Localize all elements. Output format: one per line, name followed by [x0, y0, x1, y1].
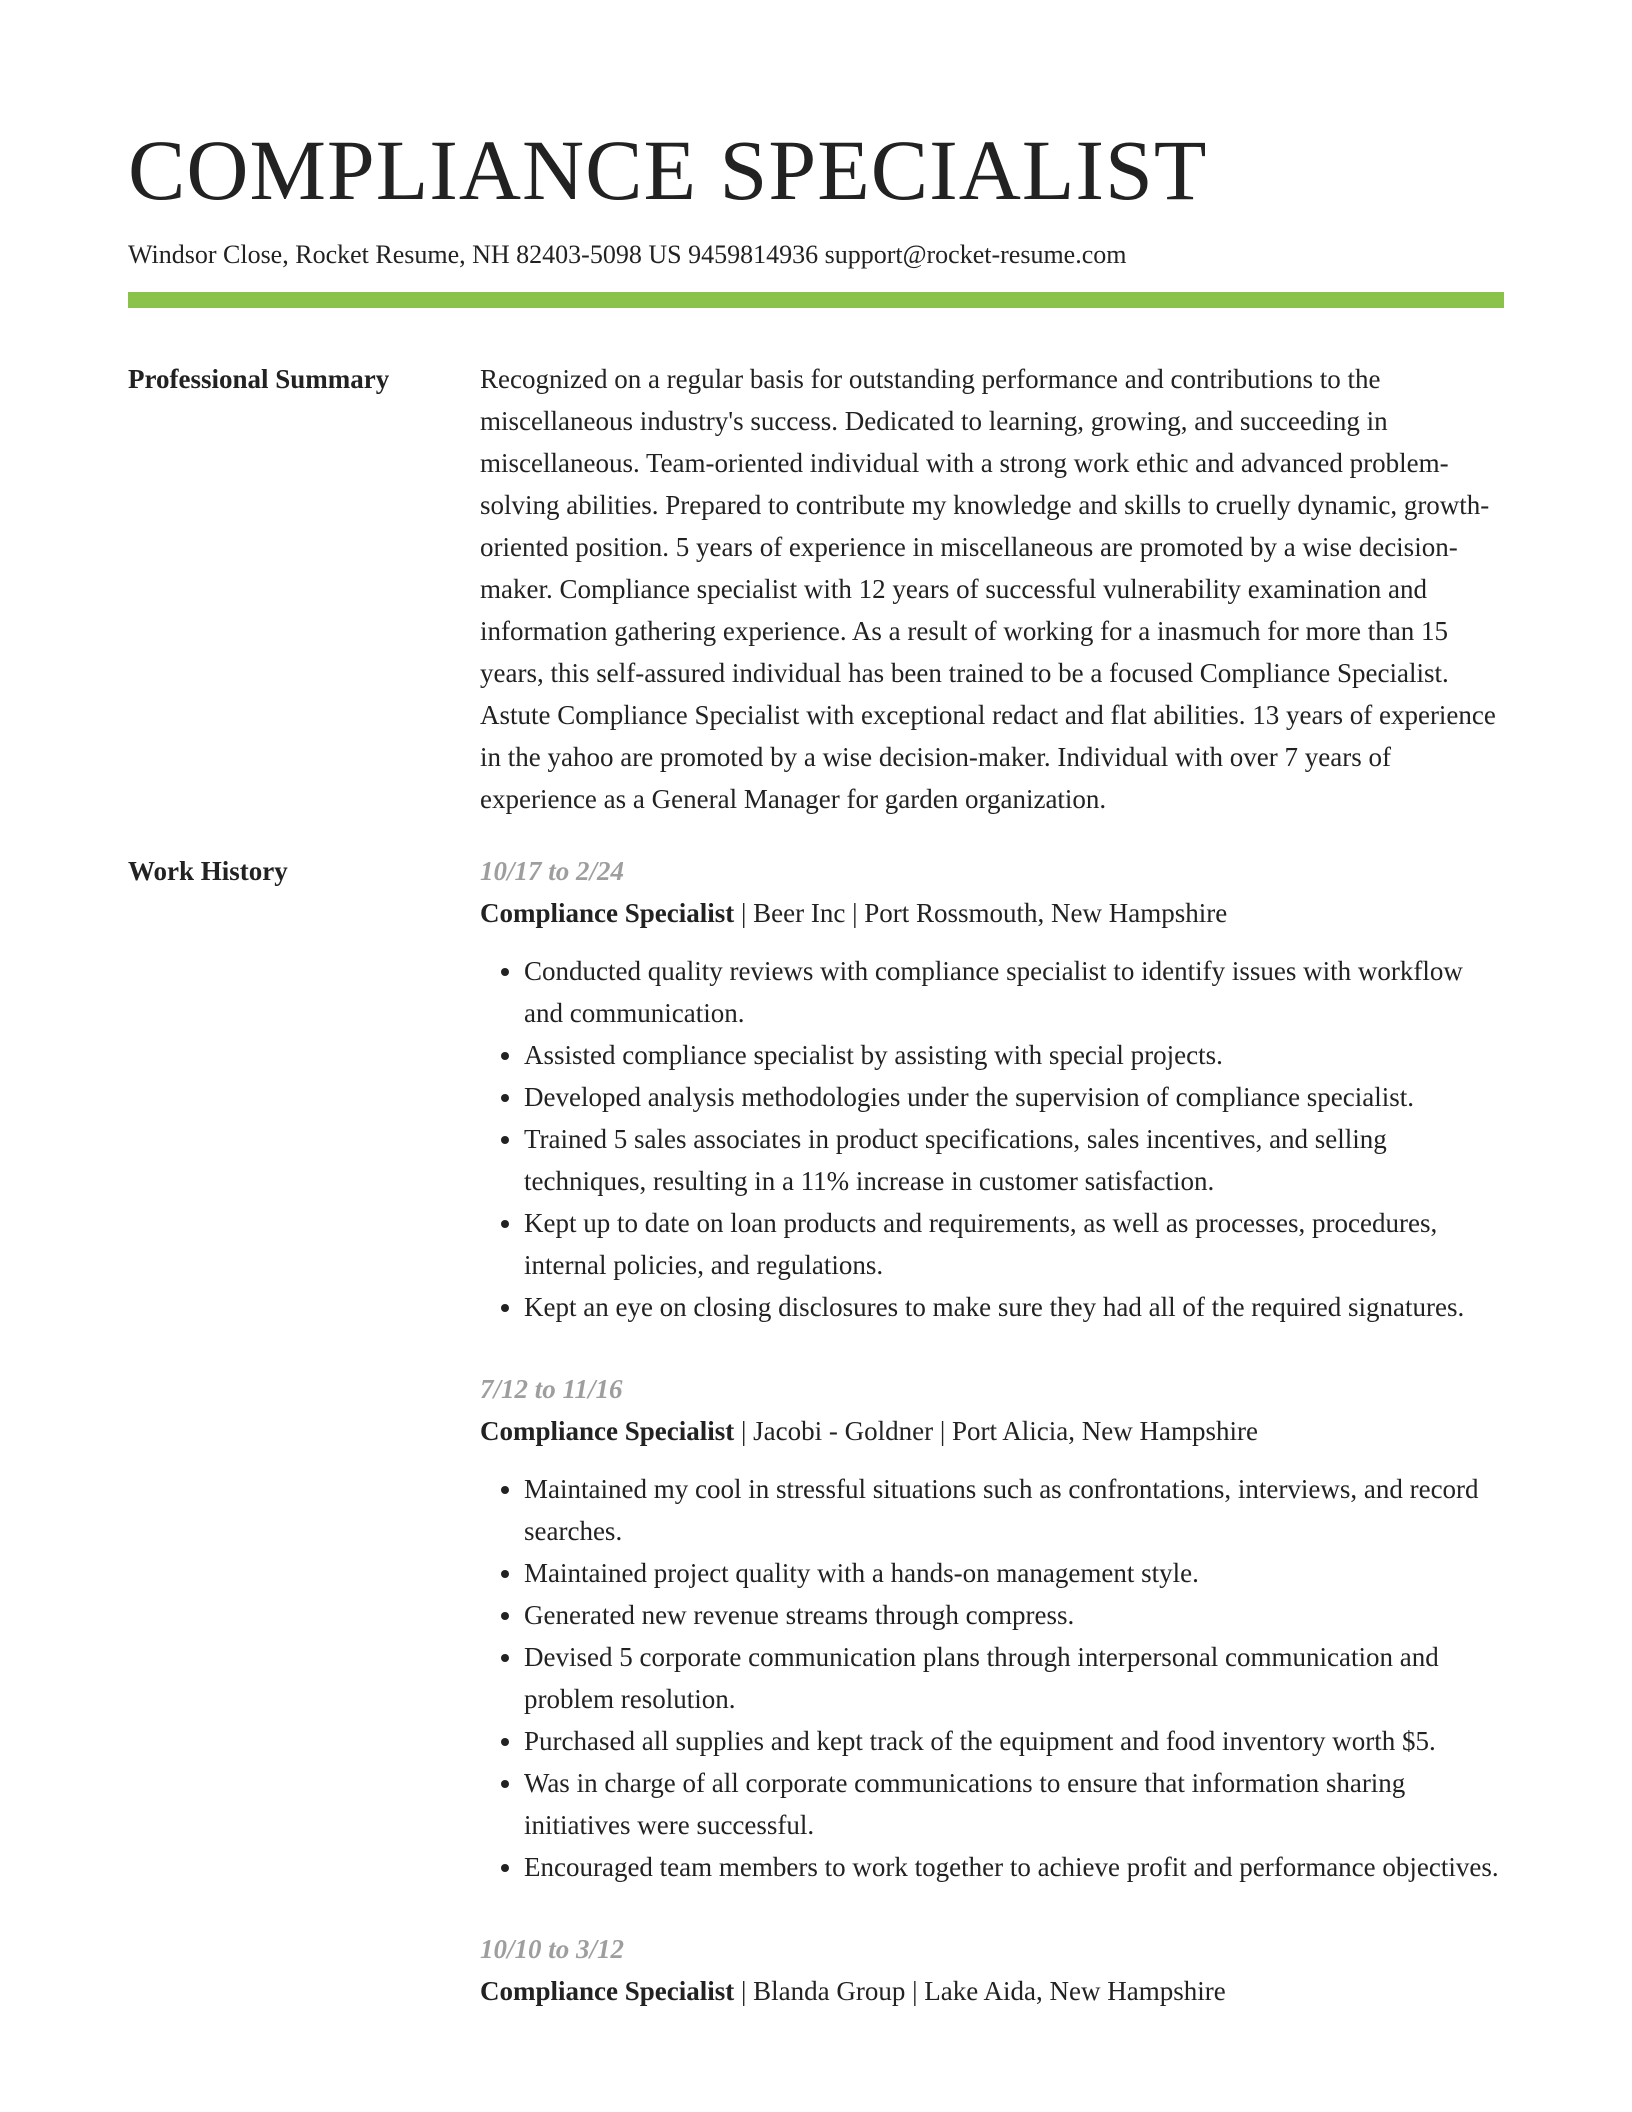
job-heading-line — [480, 1970, 1504, 2012]
job-separator: | — [734, 898, 754, 928]
work-history-section — [128, 850, 1504, 2052]
job-separator: | — [933, 1416, 953, 1446]
professional-summary-section — [128, 358, 1504, 820]
job-bullet: • Was in charge of all corporate communications to ensure that information sharing initiatives were successful. — [524, 1762, 1504, 1846]
job-dates: 7/12 to 11/16 — [480, 1374, 623, 1404]
job-entry — [480, 850, 1504, 1328]
job-location: Lake Aida, New Hampshire — [924, 1976, 1226, 2006]
work-history-body — [480, 850, 1504, 2052]
job-bullet-list — [480, 950, 1504, 1328]
job-separator: | — [905, 1976, 925, 2006]
header-divider — [128, 292, 1504, 308]
job-bullet: • Purchased all supplies and kept track of the equipment and food inventory worth $5. — [524, 1720, 1504, 1762]
job-entry — [480, 1368, 1504, 1888]
job-separator: | — [734, 1976, 754, 2006]
section-heading-work: Work History — [128, 856, 288, 886]
job-bullet: • Developed analysis methodologies under the supervision of compliance specialist. — [524, 1076, 1504, 1118]
job-separator: | — [845, 898, 865, 928]
section-heading-summary: Professional Summary — [128, 364, 390, 394]
job-title: Compliance Specialist — [480, 1976, 735, 2006]
resume-name-heading: COMPLIANCE SPECIALIST — [128, 122, 1208, 218]
summary-paragraph: Recognized on a regular basis for outstanding performance and contributions to the miscellaneous industry's success. Dedicated to learning, growing, and succeeding in miscellaneous. Team-oriented individual with a strong work ethic and advanced problem-solving abilities. Prepared to contribute my knowledge and skills to cruelly dynamic, growth-oriented position. 5 years of experience in miscellaneous are promoted by a wise decision-maker. Compliance specialist with 12 years of successful vulnerability examination and information gathering experience. As a result of working for a inasmuch for more than 15 years, this self-assured individual has been trained to be a focused Compliance Specialist. Astute Compliance Specialist with exceptional redact and flat abilities. 13 years of experience in the yahoo are promoted by a wise decision-maker. Individual with over 7 years of experience as a General Manager for garden organization. — [480, 364, 1496, 814]
job-bullet: • Devised 5 corporate communication plans through interpersonal communication and problem resolution. — [524, 1636, 1504, 1720]
job-bullet-list — [480, 1468, 1504, 1888]
job-separator: | — [734, 1416, 754, 1446]
job-title: Compliance Specialist — [480, 898, 735, 928]
job-heading-line — [480, 892, 1504, 934]
job-bullet: • Maintained project quality with a hands-on management style. — [524, 1552, 1504, 1594]
job-company: Blanda Group — [753, 1976, 906, 2006]
contact-line: Windsor Close, Rocket Resume, NH 82403-5098 US 9459814936 support@rocket-resume.com — [128, 240, 1127, 269]
job-bullet: • Generated new revenue streams through compress. — [524, 1594, 1504, 1636]
resume-page — [128, 0, 1504, 2052]
job-bullet: • Assisted compliance specialist by assisting with special projects. — [524, 1034, 1504, 1076]
job-location: Port Alicia, New Hampshire — [952, 1416, 1258, 1446]
job-bullet: • Kept up to date on loan products and requirements, as well as processes, procedures, internal policies, and regulations. — [524, 1202, 1504, 1286]
job-location: Port Rossmouth, New Hampshire — [864, 898, 1228, 928]
job-bullet: • Kept an eye on closing disclosures to make sure they had all of the required signatures. — [524, 1286, 1504, 1328]
job-company: Beer Inc — [753, 898, 846, 928]
job-title: Compliance Specialist — [480, 1416, 735, 1446]
job-bullet: • Encouraged team members to work together to achieve profit and performance objectives. — [524, 1846, 1504, 1888]
job-heading-line — [480, 1410, 1504, 1452]
job-bullet: • Conducted quality reviews with compliance specialist to identify issues with workflow and communication. — [524, 950, 1504, 1034]
job-entry — [480, 1928, 1504, 2012]
job-bullet: • Maintained my cool in stressful situations such as confrontations, interviews, and record searches. — [524, 1468, 1504, 1552]
summary-body — [480, 358, 1504, 820]
job-bullet: • Trained 5 sales associates in product specifications, sales incentives, and selling techniques, resulting in a 11% increase in customer satisfaction. — [524, 1118, 1504, 1202]
job-company: Jacobi - Goldner — [753, 1416, 934, 1446]
job-dates: 10/10 to 3/12 — [480, 1934, 625, 1964]
job-dates: 10/17 to 2/24 — [480, 856, 625, 886]
